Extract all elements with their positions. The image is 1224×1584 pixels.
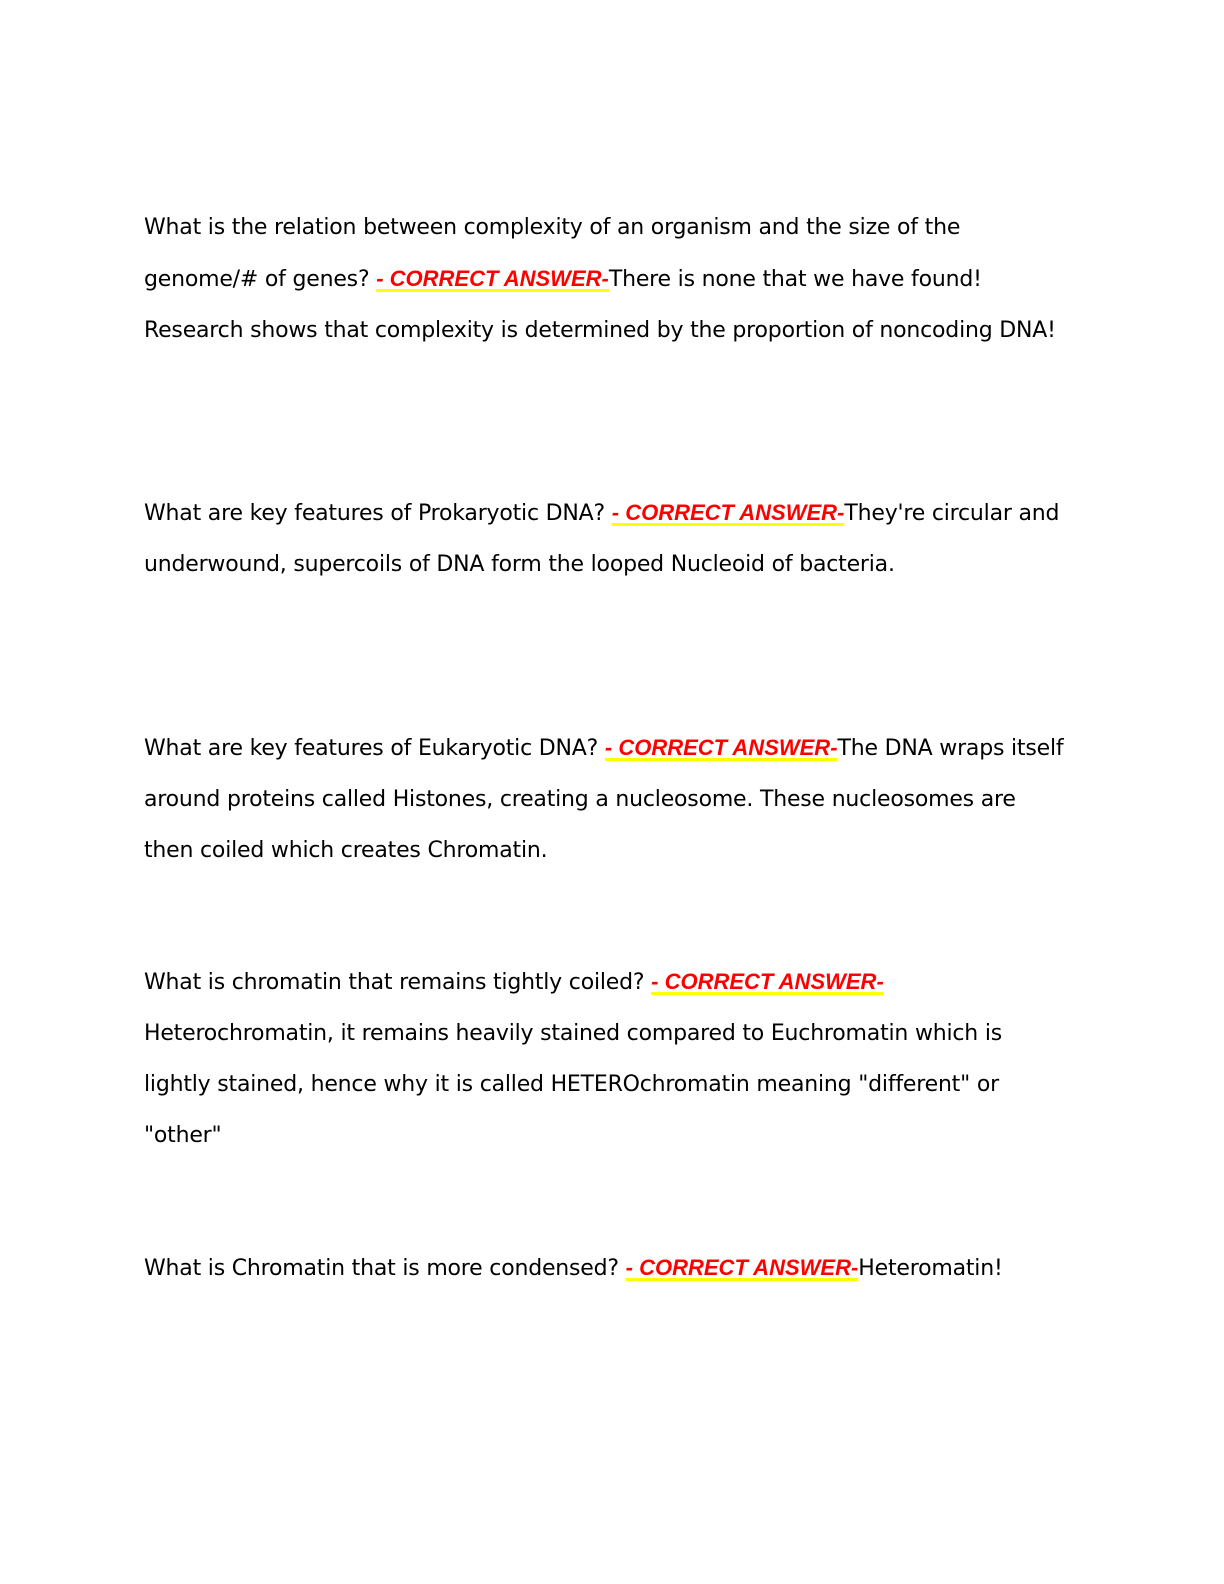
answer-text: The DNA wraps itself around proteins called Histones, creating a nucleosome. These nucleosomes are then coiled which creates Chromatin. (144, 736, 1064, 863)
answer-text: They're circular and underwound, supercoils of DNA form the looped Nucleoid of bacteria. (144, 501, 1060, 577)
question-text: What are key features of Eukaryotic DNA? (144, 736, 605, 761)
answer-text: There is none that we have found! Research shows that complexity is determined by the proportion of noncoding DNA! (144, 267, 1056, 343)
correct-answer-tag: - CORRECT ANSWER- (651, 969, 884, 994)
qa-item (144, 956, 1064, 1161)
correct-answer-tag: - CORRECT ANSWER- (604, 735, 838, 760)
correct-answer-tag: - CORRECT ANSWER- (611, 500, 845, 525)
answer-text: Heterochromatin, it remains heavily stained compared to Euchromatin which is lightly stained, hence why it is called HETEROchromatin meaning "different" or "other" (144, 1021, 1003, 1148)
correct-answer-tag: - CORRECT ANSWER- (625, 1255, 859, 1280)
qa-item (144, 722, 1064, 876)
correct-answer-tag: - CORRECT ANSWER- (376, 266, 609, 291)
qa-item (144, 487, 1064, 590)
qa-item (144, 1242, 1064, 1294)
question-text: What is chromatin that remains tightly coiled? (144, 970, 652, 995)
question-text: What are key features of Prokaryotic DNA? (144, 501, 612, 526)
answer-text: Heteromatin! (858, 1256, 1003, 1281)
question-text: What is Chromatin that is more condensed? (144, 1256, 626, 1281)
qa-item (144, 202, 1064, 356)
question-text: What is the relation between complexity of an organism and the size of the genome/# of genes? (144, 215, 961, 292)
